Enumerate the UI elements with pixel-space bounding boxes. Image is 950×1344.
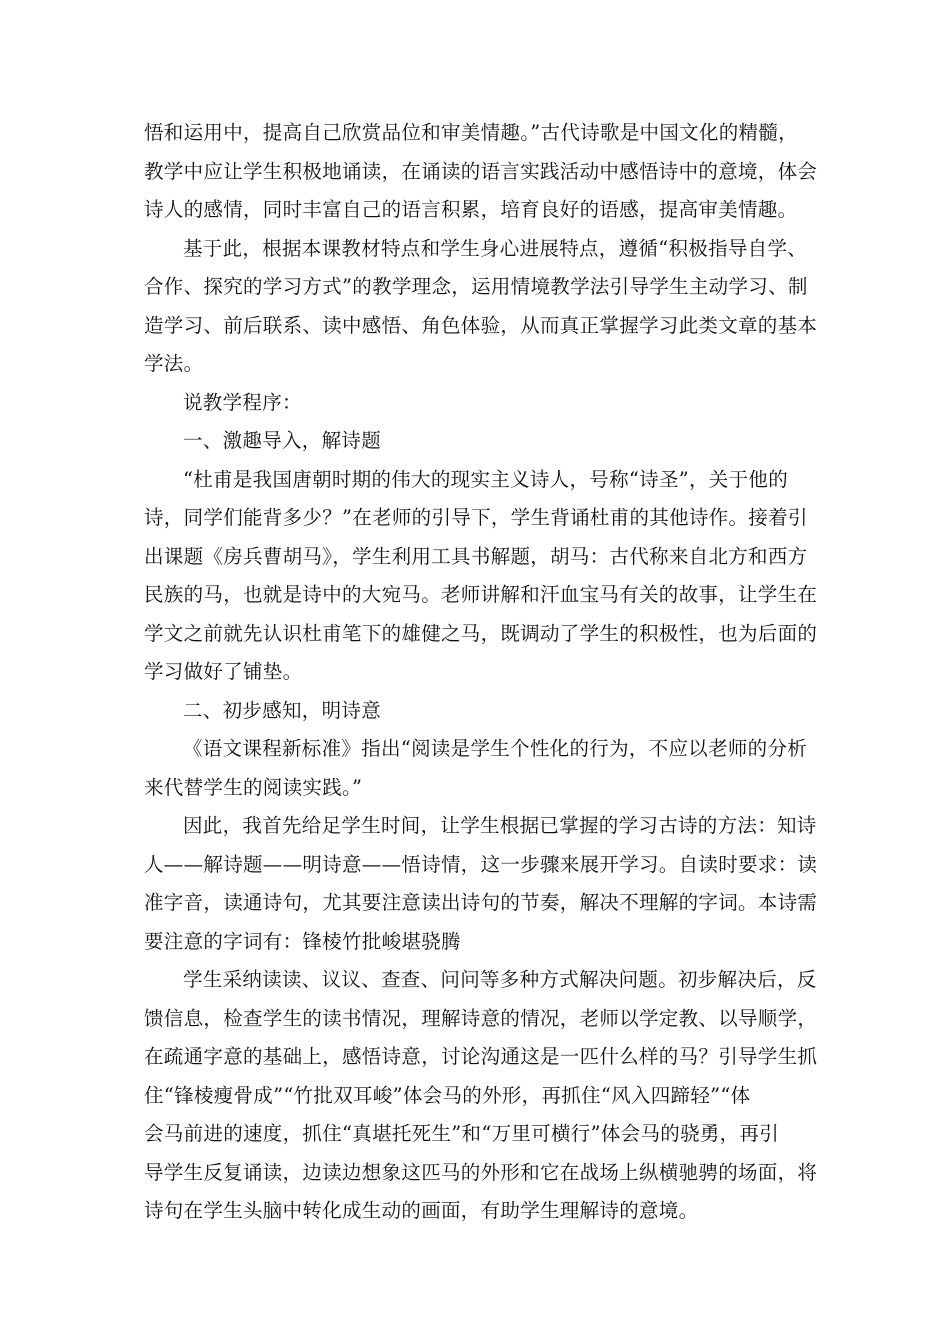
text-line: 出课题《房兵曹胡马》，学生利用工具书解题，胡马：古代称来自北方和西方 (144, 544, 808, 568)
document-page (144, 114, 818, 1231)
text-line: 准字音，读通诗句，尤其要注意读出诗句的节奏，解决不理解的字词。本诗需 (144, 891, 818, 914)
text-line: 《语文课程新标准》指出“阅读是学生个性化的行为，不应以老师的分析 (183, 737, 808, 760)
section-heading: 一、激趣导入，解诗题 (183, 429, 382, 452)
text-line: 因此，我首先给足学生时间，让学生根据已掌握的学习古诗的方法：知诗 (183, 814, 817, 837)
text-line: 悟和运用中，提高自己欣赏品位和审美情趣。”古代诗歌是中国文化的精髓， (144, 121, 798, 144)
text-line: 在疏通字意的基础上，感悟诗意，讨论沟通这是一匹什么样的马？引导学生抓 (144, 1045, 818, 1068)
section-label: 说教学程序： (183, 390, 302, 414)
text-line: 住“锋棱瘦骨成”“竹批双耳峻”体会马的外形，再抓住“风入四蹄轻”“体 (144, 1083, 751, 1107)
text-line: 基于此，根据本课教材特点和学生身心进展特点，遵循“积极指导自学、 (183, 236, 808, 260)
text-line: 会马前进的速度，抓住“真堪托死生”和“万里可横行”体会马的骁勇，再引 (144, 1122, 780, 1145)
section-heading: 二、初步感知，明诗意 (183, 698, 382, 722)
text-line: 诗，同学们能背多少？”在老师的引导下，学生背诵杜甫的其他诗作。接着引 (144, 506, 808, 529)
text-line: “杜甫是我国唐朝时期的伟大的现实主义诗人，号称“诗圣”，关于他的 (183, 467, 789, 491)
text-line: 学法。 (144, 352, 204, 375)
text-line: 馈信息，检查学生的读书情况，理解诗意的情况，老师以学定教、以导顺学， (144, 1006, 818, 1030)
text-line: 人——解诗题——明诗意——悟诗情，这一步骤来展开学习。自读时要求：读 (144, 852, 818, 876)
text-line: 学文之前就先认识杜甫笔下的雄健之马，既调动了学生的积极性，也为后面的 (144, 621, 818, 645)
text-line: 学生采纳读读、议议、查查、问问等多种方式解决问题。初步解决后，反 (183, 968, 817, 991)
text-line: 导学生反复诵读，边读边想象这匹马的外形和它在战场上纵横驰骋的场面，将 (144, 1160, 818, 1184)
text-line: 诗人的感情，同时丰富自己的语言积累，培育良好的语感，提高审美情趣。 (144, 198, 798, 221)
text-line: 学习做好了铺垫。 (144, 660, 303, 683)
text-line: 诗句在学生头脑中转化成生动的画面，有助学生理解诗的意境。 (144, 1199, 699, 1222)
text-line: 来代替学生的阅读实践。” (144, 775, 363, 799)
text-line: 教学中应让学生积极地诵读，在诵读的语言实践活动中感悟诗中的意境，体会 (144, 159, 818, 183)
text-line: 合作、探究的学习方式”的教学理念，运用情境教学法引导学生主动学习、制 (144, 275, 808, 298)
text-line: 民族的马，也就是诗中的大宛马。老师讲解和汗血宝马有关的故事，让学生在 (144, 583, 818, 606)
text-line: 造学习、前后联系、读中感悟、角色体验，从而真正掌握学习此类文章的基本 (144, 313, 818, 337)
text-line: 要注意的字词有：锋棱竹批峻堪骁腾 (144, 929, 461, 953)
